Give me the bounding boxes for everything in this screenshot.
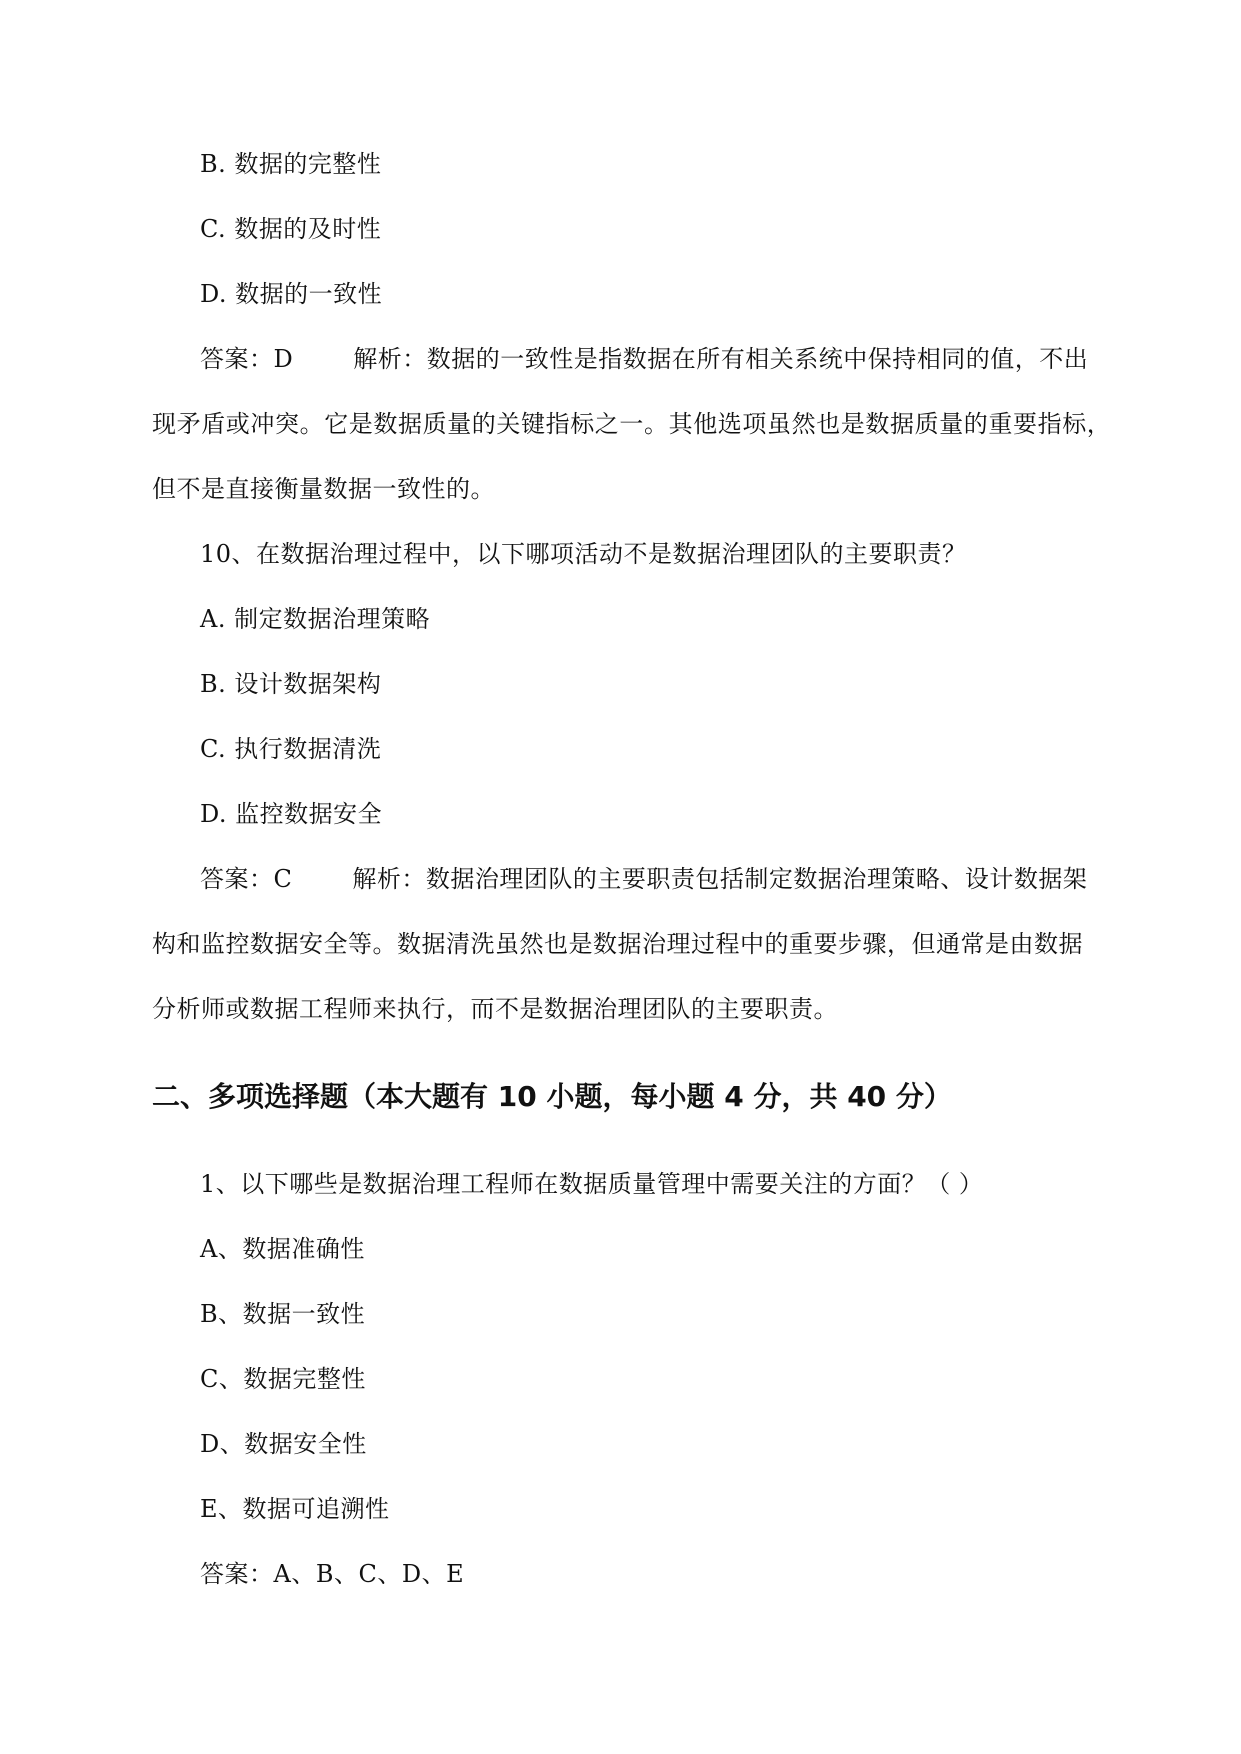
q10-analysis-line-2: 构和监控数据安全等。数据清洗虽然也是数据治理过程中的重要步骤，但通常是由数据 [152,930,1083,958]
q9-answer-label: 答案：D [200,345,294,373]
mq1-option-a: A、数据准确性 [200,1235,365,1263]
mq1-option-e: E、数据可追溯性 [200,1495,390,1523]
q9-option-b: B. 数据的完整性 [200,150,382,178]
mq1-option-c: C、数据完整性 [200,1365,366,1393]
q10-analysis-line-3: 分析师或数据工程师来执行，而不是数据治理团队的主要职责。 [152,995,838,1023]
q10-option-d: D. 监控数据安全 [200,800,383,828]
q10-option-c: C. 执行数据清洗 [200,735,382,763]
mq1-option-b: B、数据一致性 [200,1300,366,1328]
q9-analysis-line-1: 解析：数据的一致性是指数据在所有相关系统中保持相同的值，不出 [353,345,1089,373]
q9-analysis-line-2: 现矛盾或冲突。它是数据质量的关键指标之一。其他选项虽然也是数据质量的重要指标， [152,410,1112,438]
mq1-question: 1、以下哪些是数据治理工程师在数据质量管理中需要关注的方面？（ ） [200,1170,984,1198]
q9-option-c: C. 数据的及时性 [200,215,382,243]
q10-answer-line [200,862,1087,896]
section-heading: 二、多项选择题（本大题有 10 小题，每小题 4 分，共 40 分） [152,1080,952,1113]
mq1-option-d: D、数据安全性 [200,1430,367,1458]
q10-answer-label: 答案：C [200,865,293,893]
q10-question: 10、在数据治理过程中，以下哪项活动不是数据治理团队的主要职责？ [200,540,967,568]
q10-analysis-line-1: 解析：数据治理团队的主要职责包括制定数据治理策略、设计数据架 [352,865,1088,893]
q10-option-a: A. 制定数据治理策略 [200,605,431,633]
q9-answer-line [200,342,1088,376]
q9-option-d: D. 数据的一致性 [200,280,383,308]
q10-option-b: B. 设计数据架构 [200,670,382,698]
mq1-answer: 答案：A、B、C、D、E [200,1560,465,1588]
q9-analysis-line-3: 但不是直接衡量数据一致性的。 [152,475,495,503]
